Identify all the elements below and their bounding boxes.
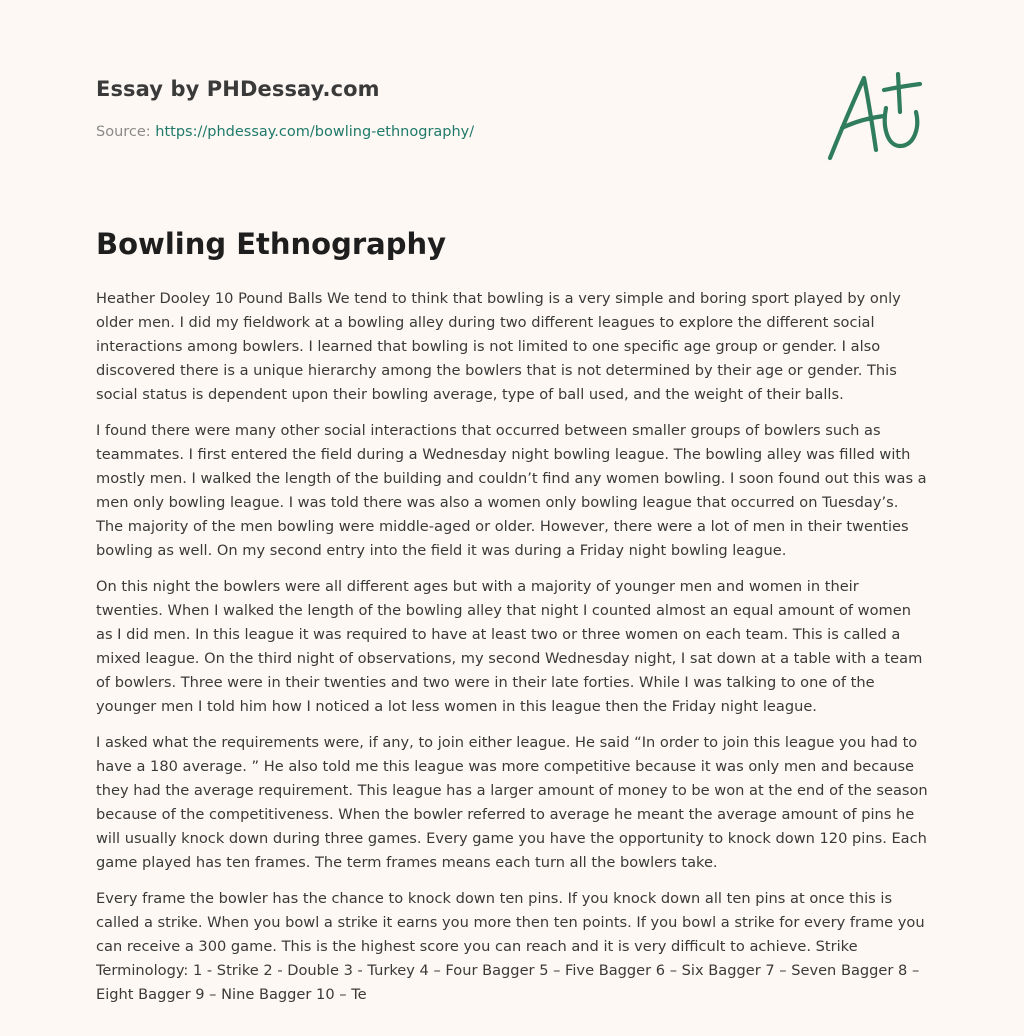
source-line [96, 124, 474, 140]
source-link[interactable]: https://phdessay.com/bowling-ethnography/ [155, 124, 475, 140]
essay-body [96, 287, 930, 1019]
essay-paragraph: I asked what the requirements were, if any, to join either league. He said “In order to join this league you had to have a 180 average. ” He also told me this league was more competitive because it was only men and because they had the average requirement. This league has a larger amount of money to be won at the end of the season because of the competitiveness. When the bowler referred to average he meant the average amount of pins he will usually knock down during three games. Every game you have the opportunity to knock down 120 pins. Each game played has ten frames. The term frames means each turn all the bowlers take. [96, 734, 928, 871]
logo-plus-horizontal [884, 84, 920, 90]
source-label: Source: [96, 124, 151, 140]
a-plus-logo-icon [824, 68, 928, 164]
essay-paragraph: On this night the bowlers were all different ages but with a majority of younger men and women in their twenties. When I walked the length of the bowling alley that night I counted almost an equal amount of women as I did men. In this league it was required to have at least two or three women on each team. This is called a mixed league. On the third night of observations, my second Wednesday night, I sat down at a table with a team of bowlers. Three were in their twenties and two were in their late forties. While I was talking to one of the younger men I told him how I noticed a lot less women in this league then the Friday night league. [96, 578, 923, 715]
logo-plus-vertical [898, 74, 900, 112]
essay-paragraph: Heather Dooley 10 Pound Balls We tend to think that bowling is a very simple and boring sport played by only older men. I did my fieldwork at a bowling alley during two different leagues to explore the different social interactions among bowlers. I learned that bowling is not limited to one specific age group or gender. I also discovered there is a unique hierarchy among the bowlers that is not determined by their age or gender. This social status is dependent upon their bowling average, type of ball used, and the weight of their balls. [96, 290, 901, 403]
essay-paragraph: Every frame the bowler has the chance to knock down ten pins. If you knock down all ten pins at once this is called a strike. When you bowl a strike it earns you more then ten points. If you bowl a strike for every frame you can receive a 300 game. This is the highest score you can reach and it is very difficult to achieve. Strike Terminology: 1 - Strike 2 - Double 3 - Turkey 4 – Four Bagger 5 – Five Bagger 6 – Six Bagger 7 – Seven Bagger 8 – Eight Bagger 9 – Nine Bagger 10 – Te [96, 890, 925, 1003]
essay-title: Bowling Ethnography [96, 227, 447, 261]
site-brand: Essay by PHDessay.com [96, 77, 380, 101]
essay-paragraph: I found there were many other social interactions that occurred between smaller groups of bowlers such as teammates. I first entered the field during a Wednesday night bowling league. The bowling alley was filled with mostly men. I walked the length of the building and couldn’t find any women bowling. I soon found out this was a men only bowling league. I was told there was also a women only bowling league that occurred on Tuesday’s. The majority of the men bowling were middle-aged or older. However, there were a lot of men in their twenties bowling as well. On my second entry into the field it was during a Friday night bowling league. [96, 422, 927, 559]
logo-strokes [830, 74, 920, 158]
